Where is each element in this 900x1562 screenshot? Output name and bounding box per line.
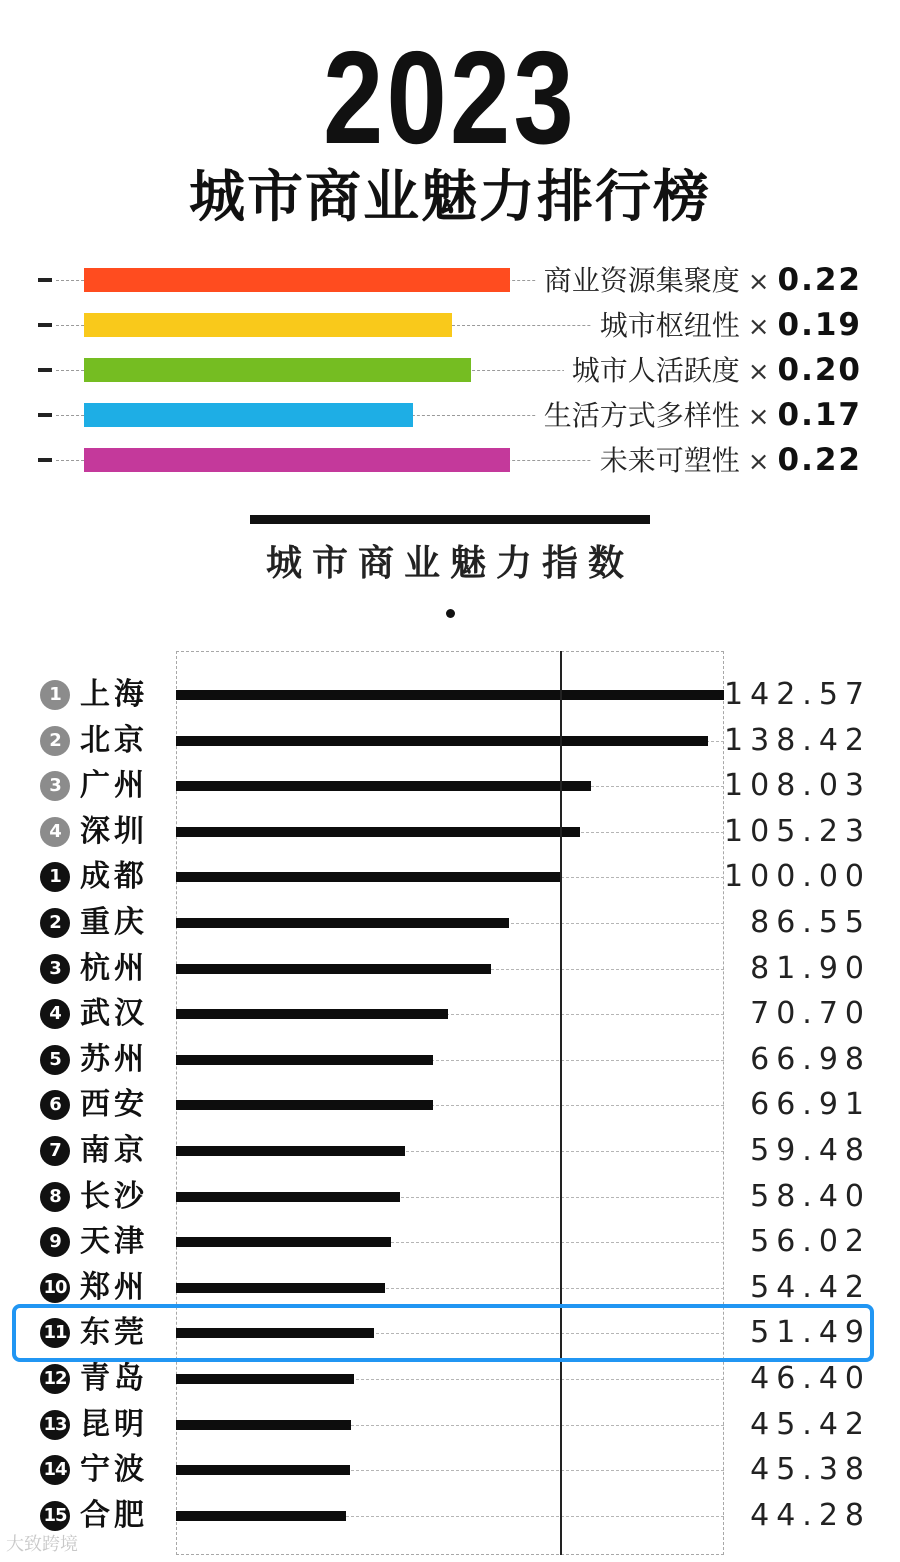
reference-line: [560, 651, 562, 1555]
weight-bar: [84, 448, 510, 472]
value-label: 70.70: [750, 996, 871, 1031]
weight-dash: [38, 413, 52, 417]
value-label: 81.90: [750, 951, 871, 986]
rank-badge: 10: [40, 1273, 70, 1303]
weight-bar: [84, 403, 413, 427]
index-bar: [176, 1009, 448, 1019]
weight-label: [564, 350, 862, 390]
index-bar: [176, 1283, 385, 1293]
multiply-sign: ×: [747, 447, 770, 477]
rank-badge: 8: [40, 1182, 70, 1212]
title-dot: [446, 609, 455, 618]
weight-name: 商业资源集聚度: [543, 264, 740, 297]
weight-value: 0.22: [777, 262, 862, 298]
city-name: 苏州: [80, 1042, 148, 1077]
value-label: 86.55: [750, 905, 871, 940]
index-bar: [176, 1055, 433, 1065]
city-name: 上海: [80, 677, 148, 712]
multiply-sign: ×: [747, 267, 770, 297]
page-title: 城市商业魅力排行榜: [189, 165, 711, 230]
rank-badge: 13: [40, 1410, 70, 1440]
index-bar: [176, 1237, 391, 1247]
index-bar: [176, 964, 491, 974]
weight-name: 未来可塑性: [599, 444, 740, 477]
value-label: 58.40: [750, 1179, 871, 1214]
index-bar: [176, 872, 560, 882]
year-heading: 2023: [323, 24, 577, 171]
weight-dash: [38, 368, 52, 372]
city-name: 西安: [80, 1087, 148, 1122]
weight-value: 0.17: [777, 397, 862, 433]
title-rule: [250, 515, 650, 524]
value-label: 142.57: [724, 677, 871, 712]
value-label: 45.42: [750, 1407, 871, 1442]
value-label: 54.42: [750, 1270, 871, 1305]
value-label: 44.28: [750, 1498, 871, 1533]
index-bar: [176, 736, 708, 746]
city-name: 成都: [80, 859, 148, 894]
index-bar: [176, 918, 509, 928]
city-name: 宁波: [80, 1452, 148, 1487]
rank-badge: 1: [40, 862, 70, 892]
rank-badge: 7: [40, 1136, 70, 1166]
city-name: 天津: [80, 1224, 148, 1259]
chart-title: 城市商业魅力指数: [265, 543, 634, 584]
weight-dash: [38, 323, 52, 327]
value-label: 56.02: [750, 1224, 871, 1259]
weight-name: 生活方式多样性: [543, 399, 740, 432]
multiply-sign: ×: [747, 402, 770, 432]
weight-legend: [0, 0, 900, 500]
city-name: 杭州: [80, 951, 148, 986]
rank-badge: 3: [40, 954, 70, 984]
index-bar: [176, 1146, 405, 1156]
rank-badge: 4: [40, 817, 70, 847]
multiply-sign: ×: [747, 312, 770, 342]
city-name: 合肥: [80, 1498, 148, 1533]
value-label: 108.03: [724, 768, 871, 803]
rank-badge: 15: [40, 1501, 70, 1531]
value-label: 45.38: [750, 1452, 871, 1487]
rank-badge: 5: [40, 1045, 70, 1075]
city-name: 昆明: [80, 1407, 148, 1442]
city-name: 深圳: [80, 814, 148, 849]
weight-name: 城市人活跃度: [571, 354, 740, 387]
index-bar: [176, 1420, 351, 1430]
highlight-box: [12, 1304, 874, 1362]
rank-badge: 2: [40, 908, 70, 938]
rank-badge: 14: [40, 1455, 70, 1485]
value-label: 46.40: [750, 1361, 871, 1396]
value-label: 51.49: [750, 1315, 871, 1350]
index-bar: [176, 1374, 354, 1384]
index-bar: [176, 1511, 346, 1521]
index-bar: [176, 1100, 433, 1110]
weight-label: [536, 260, 862, 300]
weight-value: 0.22: [777, 442, 862, 478]
weight-bar: [84, 268, 510, 292]
value-label: 105.23: [724, 814, 871, 849]
city-name: 长沙: [80, 1179, 148, 1214]
weight-dash: [38, 458, 52, 462]
value-label: 138.42: [724, 723, 871, 758]
rank-badge: 11: [40, 1318, 70, 1348]
weight-bar: [84, 313, 452, 337]
weight-label: [536, 395, 862, 435]
rank-badge: 12: [40, 1364, 70, 1394]
weight-dash: [38, 278, 52, 282]
weight-bar: [84, 358, 471, 382]
weight-value: 0.19: [777, 307, 862, 343]
rank-badge: 9: [40, 1227, 70, 1257]
city-name: 武汉: [80, 996, 148, 1031]
index-bar: [176, 781, 591, 791]
value-label: 100.00: [724, 859, 871, 894]
city-name: 北京: [80, 723, 148, 758]
city-name: 广州: [80, 768, 148, 803]
multiply-sign: ×: [747, 357, 770, 387]
watermark-text: 大致跨境: [6, 1534, 78, 1555]
rank-badge: 4: [40, 999, 70, 1029]
rank-badge: 2: [40, 726, 70, 756]
weight-value: 0.20: [777, 352, 862, 388]
city-name: 南京: [80, 1133, 148, 1168]
value-label: 59.48: [750, 1133, 871, 1168]
rank-badge: 1: [40, 680, 70, 710]
watermark: [6, 1532, 78, 1558]
index-bar: [176, 1192, 400, 1202]
index-bar: [176, 690, 724, 700]
index-bar: [176, 1465, 350, 1475]
weight-label: [592, 440, 862, 480]
value-label: 66.98: [750, 1042, 871, 1077]
city-name: 东莞: [80, 1315, 148, 1350]
weight-label: [592, 305, 862, 345]
value-label: 66.91: [750, 1087, 871, 1122]
weight-name: 城市枢纽性: [599, 309, 740, 342]
city-name: 郑州: [80, 1270, 148, 1305]
rank-badge: 6: [40, 1090, 70, 1120]
city-name: 青岛: [80, 1361, 148, 1396]
rank-badge: 3: [40, 771, 70, 801]
index-bar: [176, 827, 580, 837]
city-name: 重庆: [80, 905, 148, 940]
